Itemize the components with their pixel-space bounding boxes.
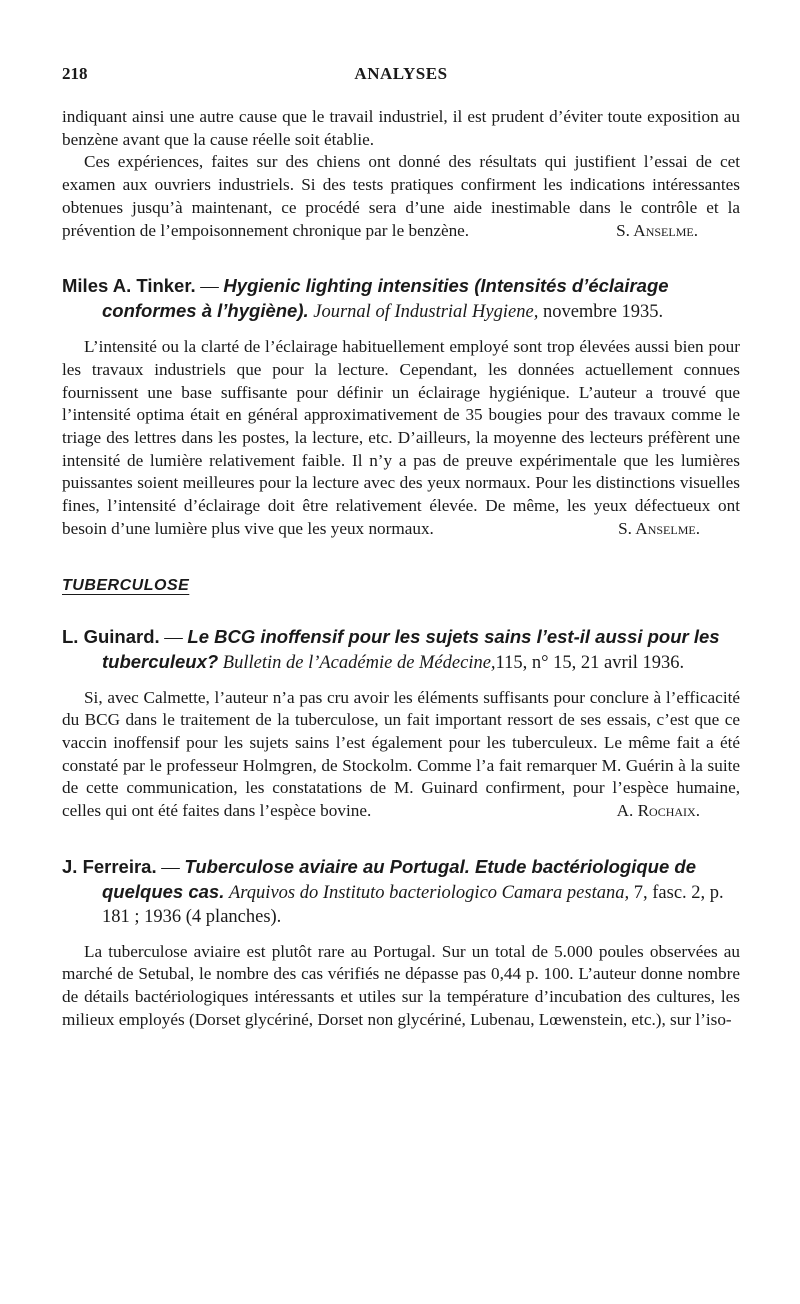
entry-title: Tuberculose aviaire au Portugal. Etude bactériologique de quelques cas. [102, 855, 696, 902]
signature: S. Anselme. [616, 220, 698, 240]
entry-citation: 7, fasc. 2, p. 181 ; 1936 (4 planches). [102, 882, 724, 927]
entry-abstract [62, 687, 740, 823]
entry-tinker [62, 274, 740, 540]
abstract-text: L’intensité ou la clarté de l’éclairage habituellement employé sont trop élevées aussi bien pour les travaux industriels que pour la lecture. Cependant, les données actuellement connues fournissent une base suffisante pour définir un éclairage hygiénique. L’auteur a trouvé que l’intensité optima était en général approximativement de 35 bougies pour des travaux comme le triage des lettres dans les postes, la lecture, etc. D’ailleurs, la moyenne des lecteurs préfèrent une intensité de lumière relativement faible. Il n’y a pas de preuve expérimentale que les lumières puissantes soient meilleures pour la lecture avec des yeux normaux. Pour les distinctions visuelles fines, l’intensité d’éclairage doit être relativement élevée. De même, les yeux défectueux ont besoin d’une lumière plus vive que les yeux normaux. [62, 337, 740, 538]
entry-journal: Journal of Industrial Hygiene, [313, 302, 539, 323]
entry-journal: Arquivos do Instituto bacteriologico Camara pestana, [228, 882, 630, 903]
signature: S. Anselme. [618, 518, 700, 538]
entry-dash: — [156, 857, 185, 878]
entry-heading [62, 855, 740, 929]
signature: A. Rochaix. [616, 801, 700, 821]
page-number: 218 [62, 64, 88, 83]
continuation-paragraph [62, 151, 740, 242]
entry-ferreira [62, 855, 740, 1032]
entry-heading [62, 625, 740, 675]
entry-journal: Bulletin de l’Académie de Médecine, [222, 652, 496, 673]
abstract-text: Si, avec Calmette, l’auteur n’a pas cru avoir les éléments suffisants pour conclure à l’efficacité du BCG dans le traitement de la tuberculose, un fait important ressort de ses essais, c’est que ce vaccin inoffensif pour les sujets sains l’est également pour les tuberculeux. Le même fait a été constaté par le professeur Holmgren, de Stockolm. Comme l’a fait remarquer M. Guérin à la suite de cette communication, les constatations de M. Guinard confirment, pour l’espèce humaine, celles qui ont été faites dans l’espèce bovine. [62, 687, 740, 821]
entry-citation: 115, n° 15, 21 avril 1936. [495, 652, 685, 673]
page [62, 64, 740, 1032]
entry-abstract [62, 941, 740, 1032]
entry-citation: novembre 1935. [542, 302, 664, 323]
continuation-text: Ces expériences, faites sur des chiens ont donné des résultats qui justifient l’essai de cet examen aux ouvriers industriels. Si des tests pratiques confirment les indications intéressantes obtenues jusqu’à maintenant, ce procédé sera d’une aide inestimable dans le contrôle et la prévention de l’empoisonnement chronique par le benzène. [62, 152, 740, 240]
entry-author: L. Guinard. [62, 625, 160, 647]
entry-dash: — [195, 277, 224, 298]
entry-heading [62, 274, 740, 324]
continuation-paragraph: indiquant ainsi une autre cause que le travail industriel, il est prudent d’éviter toute exposition au benzène avant que la cause réelle soit établie. [62, 107, 740, 149]
entry-dash: — [159, 627, 188, 648]
entry-abstract [62, 336, 740, 540]
running-head [62, 64, 740, 88]
entry-title: Le BCG inoffensif pour les sujets sains l’est-il aussi pour les tuberculeux? [102, 625, 720, 672]
entry-guinard [62, 625, 740, 823]
entry-title: Hygienic lighting intensities (Intensités d’éclairage conformes à l’hygiène). [102, 275, 669, 322]
abstract-text: La tuberculose aviaire est plutôt rare au Portugal. Sur un total de 5.000 poules observées au marché de Setubal, le nombre des cas vérifiés ne dépasse pas 0,44 p. 100. L’auteur donne nombre de détails bactériologiques intéressants et utiles sur la température d’incubation des cultures, les milieux employés (Dorset glycériné, Dorset non glycériné, Lubenau, Lœwenstein, etc.), sur l’iso- [62, 941, 740, 1029]
entry-author: Miles A. Tinker. [62, 275, 196, 297]
section-heading: TUBERCULOSE [62, 576, 190, 594]
entry-author: J. Ferreira. [62, 855, 157, 877]
running-title: ANALYSES [354, 64, 448, 83]
